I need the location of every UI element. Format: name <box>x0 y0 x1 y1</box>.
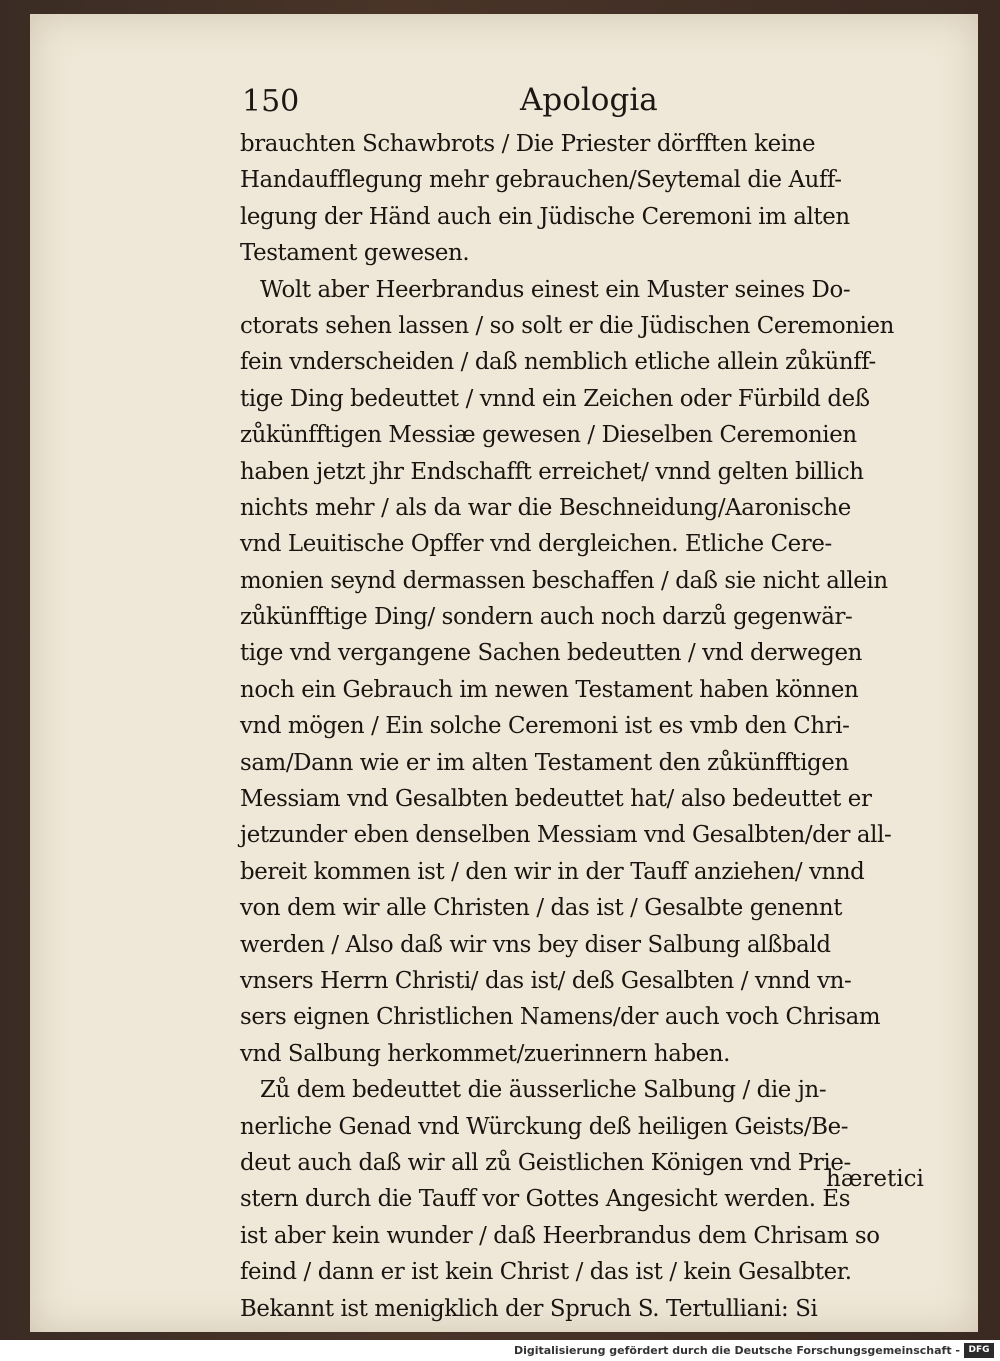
text-line: Handaufflegung mehr gebrauchen/Seytemal die Auff- <box>240 167 842 194</box>
text-line: von dem wir alle Christen / das ist / Gesalbte genennt <box>240 895 842 922</box>
text-line: fein vnderscheiden / daß nemblich etliche allein zůkünff- <box>240 349 876 376</box>
text-line: noch ein Gebrauch im newen Testament haben können <box>240 676 859 703</box>
text-line: stern durch die Tauff vor Gottes Angesicht werden. Es <box>240 1186 851 1213</box>
text-line: sers eignen Christlichen Namens/der auch voch Chrisam <box>240 1004 881 1031</box>
text-line: zůkünfftige Ding/ sondern auch noch darzů gegenwär- <box>240 604 853 631</box>
dfg-logo: DFG <box>964 1343 994 1358</box>
text-line: brauchten Schawbrots / Die Priester dörfften keine <box>240 131 816 157</box>
page-number: 150 <box>242 84 300 119</box>
text-line: zůkünfftigen Messiæ gewesen / Dieselben Ceremonien <box>240 422 857 449</box>
catchword: hæretici <box>826 1166 924 1192</box>
text-line: sam/Dann wie er im alten Testament den zůkünfftigen <box>240 749 849 776</box>
text-line: werden / Also daß wir vns bey diser Salbung alßbald <box>240 931 831 958</box>
page-header <box>242 84 906 124</box>
text-line: legung der Händ auch ein Jüdische Ceremoni im alten <box>240 203 850 230</box>
text-line: Messiam vnd Gesalbten bedeuttet hat/ also bedeuttet er <box>240 786 872 813</box>
text-line: monien seynd dermassen beschaffen / daß sie nicht allein <box>240 567 888 594</box>
text-line: jetzunder eben denselben Messiam vnd Gesalbten/der all- <box>240 822 892 849</box>
text-line: ist aber kein wunder / daß Heerbrandus dem Chrisam so <box>240 1222 880 1249</box>
running-head: Apologia <box>520 82 658 118</box>
text-line: vnd Salbung herkommet/zuerinnern haben. <box>240 1040 730 1067</box>
digitization-credit: Digitalisierung gefördert durch die Deutsche Forschungsgemeinschaft - <box>513 1344 960 1357</box>
text-line: Wolt aber Heerbrandus einest ein Muster seines Do- <box>260 276 851 303</box>
text-line: Zů dem bedeuttet die äusserliche Salbung / die jn- <box>260 1077 827 1104</box>
text-line: bereit kommen ist / den wir in der Tauff anziehen/ vnnd <box>240 858 865 885</box>
body-text <box>240 126 908 1327</box>
text-line: haben jetzt jhr Endschafft erreichet/ vnnd gelten billich <box>240 458 864 485</box>
text-line: deut auch daß wir all zů Geistlichen Königen vnd Prie- <box>240 1149 851 1176</box>
text-line: feind / dann er ist kein Christ / das ist / kein Gesalbter. <box>240 1259 852 1286</box>
text-line: tige Ding bedeuttet / vnnd ein Zeichen oder Fürbild deß <box>240 385 870 412</box>
footer-bar <box>0 1340 1000 1361</box>
text-line: tige vnd vergangene Sachen bedeutten / vnd derwegen <box>240 640 862 667</box>
text-line: nichts mehr / als da war die Beschneidung/Aaronische <box>240 494 851 521</box>
text-line: vnsers Herrn Christi/ das ist/ deß Gesalbten / vnnd vn- <box>240 967 852 994</box>
text-line: vnd mögen / Ein solche Ceremoni ist es vmb den Chri- <box>240 713 850 740</box>
text-line: Testament gewesen. <box>240 240 470 267</box>
text-line: vnd Leuitische Opffer vnd dergleichen. Etliche Cere- <box>240 531 832 558</box>
text-line: nerliche Genad vnd Würckung deß heiligen Geists/Be- <box>240 1113 849 1140</box>
text-line: Bekannt ist menigklich der Spruch S. Tertulliani: Si <box>240 1295 818 1322</box>
text-line: ctorats sehen lassen / so solt er die Jüdischen Ceremonien <box>240 312 894 339</box>
